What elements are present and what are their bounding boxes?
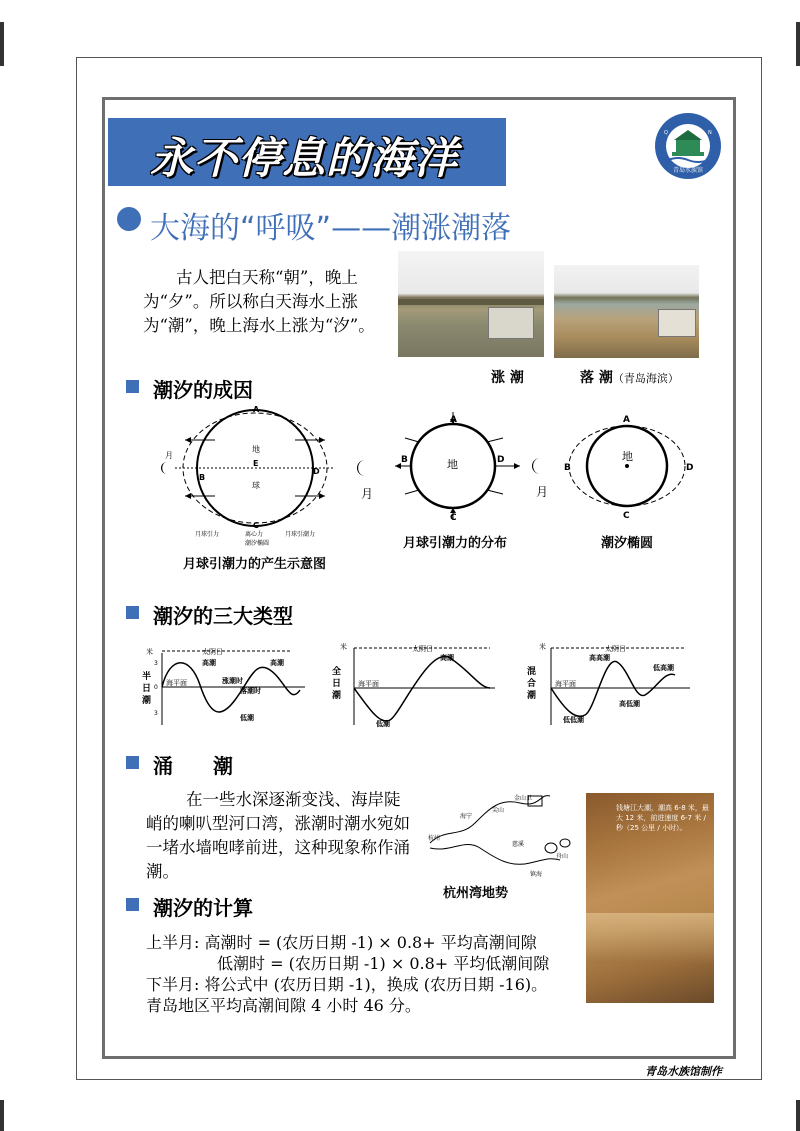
diagram1-point-b: B — [199, 473, 206, 482]
svg-text:混: 混 — [527, 667, 537, 677]
diagram2-point-c: C — [450, 513, 457, 522]
crop-mark-bl — [0, 1100, 4, 1131]
diagram2-caption: 月球引潮力的分布 — [403, 536, 508, 551]
subhead-bullet-cause — [126, 380, 139, 393]
logo-inner-text: 青岛水族馆 — [672, 167, 704, 174]
diagram2-point-d: D — [497, 455, 505, 465]
diagram1-point-d: D — [313, 467, 320, 476]
mixed-higher-low: 高低潮 — [619, 700, 640, 708]
intro-text: 古人把白天称“朝”，晚上为“夕”。所以称白天海水上涨为“潮”，晚上海水上涨为“汐”。 — [143, 268, 375, 335]
flood-tide-photo — [398, 251, 544, 357]
subhead-types: 潮汐的三大类型 — [153, 604, 293, 628]
diagram1-legend3: 月球引潮力 — [285, 531, 316, 538]
calc-line-3: 下半月: 将公式中 (农历日期 -1)，换成 (农历日期 -16)。 — [146, 975, 548, 994]
map-zhenhai: 镇海 — [530, 871, 543, 878]
crop-mark-tl — [0, 22, 4, 66]
crop-mark-br — [796, 1100, 800, 1131]
diagram1-earth-label2: 球 — [252, 481, 260, 490]
diagram1-legend2: 离心力 — [245, 531, 264, 538]
ebb-tide-caption — [580, 367, 679, 387]
page-title: 永不停息的海洋 — [150, 134, 458, 184]
diagram3-caption: 潮汐椭圆 — [601, 536, 654, 551]
subhead-calc: 潮汐的计算 — [153, 896, 253, 920]
semidiurnal-tide-chart — [140, 645, 310, 735]
credit-text: 青岛水族馆制作 — [645, 1065, 722, 1078]
mixed-higher-high: 高高潮 — [589, 654, 610, 662]
semi-high-2: 高潮 — [270, 659, 284, 667]
calc-line-1: 上半月: 高潮时 = (农历日期 -1) × 0.8+ 平均高潮间隙 — [146, 933, 537, 952]
map-caption: 杭州湾地势 — [443, 886, 509, 901]
diagram2-point-b: B — [401, 455, 408, 465]
semi-high-1: 高潮 — [202, 659, 216, 667]
subhead-bore: 涌 潮 — [153, 754, 233, 778]
svg-text:潮: 潮 — [332, 691, 342, 701]
svg-text:Q: Q — [664, 130, 668, 136]
subhead-bullet-bore — [126, 756, 139, 769]
tidal-bore-photo — [586, 793, 714, 1003]
mixed-lower-high: 低高潮 — [653, 664, 674, 672]
map-cixi: 慈溪 — [512, 841, 525, 848]
semi-sea-level: 海平面 — [166, 679, 187, 687]
semi-low: 低潮 — [240, 714, 254, 722]
diagram2-point-a: A — [450, 415, 457, 425]
semi-lunar-day: 太阴日 — [202, 648, 223, 656]
semi-tick-3: 3 — [154, 660, 158, 667]
map-zhoushan: 舟山 — [556, 853, 569, 860]
section-bullet — [117, 207, 141, 231]
mixed-lower-low: 低低潮 — [563, 716, 584, 724]
map-jianshan: 尖山 — [492, 807, 505, 814]
svg-text:潮: 潮 — [527, 691, 537, 701]
section-heading: 大海的“呼吸”——潮涨潮落 — [150, 211, 512, 246]
svg-text:全: 全 — [332, 667, 342, 677]
diagram2-earth-label: 地 — [447, 458, 458, 471]
hangzhou-bay-map — [420, 788, 580, 888]
diagram1-point-c: C — [253, 521, 259, 530]
diurnal-lunar-day: 太阴日 — [412, 645, 433, 653]
subhead-bullet-types — [126, 606, 139, 619]
ebb-tide-label: 落 潮 — [580, 370, 613, 386]
diagram3-earth-label: 地 — [622, 450, 633, 463]
map-hangzhou: 杭州 — [428, 835, 441, 842]
diagram1-legend1: 月球引力 — [195, 531, 220, 538]
mixed-sea-level: 海平面 — [555, 680, 576, 688]
crop-mark-tr — [796, 22, 800, 66]
mixed-lunar-day: 太阴日 — [605, 645, 626, 653]
tide-force-distribution — [355, 412, 530, 522]
map-jinshanwei: 金山卫 — [514, 795, 533, 802]
diagram2-moon-label: 月 — [361, 487, 374, 501]
diurnal-unit: 米 — [340, 643, 347, 651]
flood-tide-caption: 涨 潮 — [491, 370, 524, 386]
diurnal-tide-chart — [330, 640, 500, 730]
semi-name-1: 半 — [142, 672, 152, 682]
bore-photo-note: 钱塘江大潮，潮高 6-8 米，最大 12 米，前进速度 6-7 米 / 秒（25 公里 / 小时）。 — [616, 804, 709, 832]
diagram1-earth-label1: 地 — [252, 445, 260, 454]
diagram1-point-e: E — [253, 459, 259, 468]
svg-text:N: N — [708, 130, 712, 136]
bore-paragraph — [146, 788, 412, 884]
mixed-tide-chart — [525, 640, 695, 730]
diurnal-sea-level: 海平面 — [358, 680, 379, 688]
ebb-tide-photo — [554, 265, 699, 358]
diagram1-legend4: 潮汐椭圆 — [245, 540, 270, 547]
diagram1-caption: 月球引潮力的产生示意图 — [183, 557, 327, 572]
semi-unit: 米 — [146, 648, 153, 656]
intro-paragraph — [143, 266, 383, 338]
tide-force-diagram — [155, 400, 345, 550]
bore-text: 在一些水深逐渐变浅、海岸陡峭的喇叭型河口湾，涨潮时潮水宛如一堵水墙咆哮前进，这种现象称作涌潮。 — [146, 790, 410, 881]
semi-name-2: 日 — [142, 684, 152, 694]
diagram3-point-c: C — [623, 511, 630, 520]
diagram1-moon-label: 月 — [165, 451, 173, 460]
ebb-tide-location: （青岛海滨） — [612, 372, 679, 385]
diurnal-high: 高潮 — [440, 654, 454, 662]
svg-text:合: 合 — [527, 679, 537, 689]
svg-text:日: 日 — [332, 679, 342, 689]
semi-name-3: 潮 — [142, 696, 152, 706]
diagram3-point-b: B — [564, 463, 571, 473]
semi-rise: 涨潮时 — [222, 677, 243, 685]
map-haining: 海宁 — [460, 813, 473, 820]
diagram3-moon-label: 月 — [536, 485, 549, 499]
calc-line-2: 低潮时 = (农历日期 -1) × 0.8+ 平均低潮间隙 — [217, 954, 550, 973]
semi-tick-0: 0 — [154, 684, 158, 691]
semi-fall: 落潮时 — [240, 687, 261, 695]
calc-line-4: 青岛地区平均高潮间隙 4 小时 46 分。 — [146, 996, 421, 1015]
diagram1-point-a: A — [253, 405, 260, 414]
mixed-unit: 米 — [539, 643, 546, 651]
tide-ellipse-diagram — [530, 410, 700, 520]
diurnal-low: 低潮 — [376, 720, 390, 728]
semi-tick-m3: 3 — [154, 710, 158, 717]
diagram3-point-a: A — [623, 415, 630, 425]
subhead-cause: 潮汐的成因 — [153, 378, 253, 402]
subhead-bullet-calc — [126, 898, 139, 911]
diagram3-point-d: D — [686, 463, 694, 473]
aquarium-logo — [654, 112, 722, 180]
